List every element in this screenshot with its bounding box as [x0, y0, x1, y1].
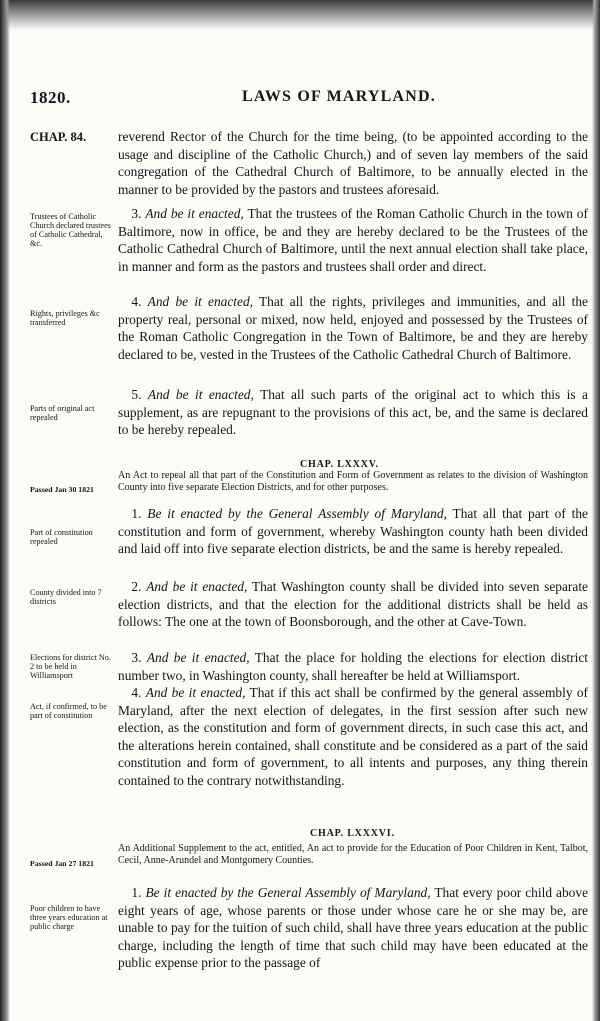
enacting-clause: And be it enacted, — [146, 579, 248, 594]
enacting-clause: And be it enacted, — [145, 685, 246, 700]
section-text — [118, 205, 588, 275]
act-title — [118, 470, 588, 494]
chap84-continuation — [118, 128, 588, 198]
section-1 — [118, 505, 588, 558]
scan-edge-top — [0, 0, 600, 30]
enacting-clause: And be it enacted, — [145, 206, 244, 221]
section-number: 2. — [131, 579, 142, 594]
margin-note: Act, if confirmed, to be part of constitution — [30, 702, 107, 720]
section-number: 4. — [131, 685, 142, 700]
paragraph: reverend Rector of the Church for the time being, (to be appointed according to the usage and discipline of the Catholic Church,) and of seven lay members of the said congregation of the Cathedral Church of Baltimore, to be annually elected in the manner to be provided by the pastors and trustees aforesaid. — [118, 129, 588, 197]
margin-note: Poor children to have three years education at public charge — [30, 904, 108, 931]
act-title-text: An Additional Supplement to the act, entitled, An act to provide for the Education of Poor Children in Kent, Talbot, Cecil, Anne-Arundel and Montgomery Counties. — [118, 843, 588, 867]
section-number: 5. — [131, 387, 142, 402]
section-text — [118, 684, 588, 790]
margin-note: County divided into 7 districts — [30, 588, 102, 606]
section-body: That Washington county shall be divided into seven separate election districts, and that the election for the additional districts shall be held as follows: The one at the town of Boonsborough, and the other at Cave-Town. — [118, 579, 588, 630]
section-2 — [118, 578, 588, 631]
section-5 — [118, 386, 588, 439]
act-title-text: An Act to repeal all that part of the Constitution and Form of Government as relates to the division of Washington County into five separate Election Districts, and for other purposes. — [118, 470, 588, 494]
chapter-heading: CHAP. LXXXVI. — [310, 828, 395, 839]
section-3 — [118, 649, 588, 684]
section-body: That all the rights, privileges and immunities, and all the property real, personal or mixed, now held, enjoyed and possessed by the Trustees of the Roman Catholic Congregation in the Town of Baltimore, be and they are hereby declared to be, vested in the Trustees of the Catholic Cathedral Church of Baltimore. — [118, 294, 588, 362]
chapter-heading: CHAP. LXXXV. — [300, 459, 379, 470]
section-body: That every poor child above eight years of age, whose parents or those under whose care he or she may be, are unable to pay for the tuition of such child, shall have three years education at the public charge, including the length of time that such child may have been educated at the public expense prior to the passage of — [118, 885, 589, 971]
running-title: LAWS OF MARYLAND. — [242, 88, 436, 105]
section-body: That all such parts of the original act to which this is a supplement, as are repugnant to the provisions of this act, be, and the same is declared to be hereby repealed. — [118, 387, 588, 438]
section-body: That all that part of the constitution and form of government, whereby Washington county hath been divided and laid off into five separate election districts, be and the same is hereby repealed. — [118, 506, 589, 557]
act-title — [118, 843, 588, 867]
margin-note: Parts of original act repealed — [30, 404, 95, 422]
enacting-clause: And be it enacted, — [146, 650, 250, 665]
chapter-margin-label: CHAP. 84. — [30, 130, 87, 144]
section-text — [118, 884, 588, 972]
margin-note: Part of constitution repealed — [30, 528, 93, 546]
enacting-clause: And be it enacted, — [147, 387, 254, 402]
section-body: That if this act shall be confirmed by the general assembly of Maryland, after the next election of delegates, in the first session after such new election, as the constitution and form of government directs, in such case this act, and the alterations herein contained, shall constitute and be considered as a part of the said constitution and form of government, to all intents and purposes, any thing therein contained to the contrary notwithstanding. — [118, 685, 589, 788]
section-body: That the place for holding the elections for election district number two, in Washington county, shall hereafter be held at Williamsport. — [118, 650, 588, 683]
section-3 — [118, 205, 588, 275]
section-number: 4. — [131, 294, 142, 309]
section-text — [118, 293, 588, 363]
section-text — [118, 505, 588, 558]
section-number: 3. — [131, 206, 142, 221]
section-number: 1. — [131, 885, 142, 900]
section-text — [118, 386, 588, 439]
section-1 — [118, 884, 588, 972]
passed-date: Passed Jan 30 1821 — [30, 485, 94, 494]
margin-note: Elections for district No. 2 to be held in Williamsport — [30, 653, 111, 680]
scan-edge-right — [592, 0, 600, 1021]
section-number: 3. — [131, 650, 142, 665]
section-number: 1. — [131, 506, 142, 521]
margin-note: Trustees of Catholic Church declared trustees of Catholic Cathedral, &c. — [30, 212, 111, 248]
scan-edge-left — [0, 0, 10, 1021]
page-number: 1820. — [30, 88, 71, 107]
section-text — [118, 578, 588, 631]
section-text — [118, 649, 588, 684]
passed-date: Passed Jan 27 1821 — [30, 859, 94, 868]
section-4 — [118, 684, 588, 790]
enacting-clause: Be it enacted by the General Assembly of Maryland, — [147, 506, 447, 521]
enacting-clause: And be it enacted, — [147, 294, 253, 309]
section-4 — [118, 293, 588, 363]
section-body: That the trustees of the Roman Catholic Church in the town of Baltimore, now in office, be and they are hereby declared to be the Trustees of the Catholic Cathedral Church of Baltimore, until the next annual election shall take place, in manner and form as the pastors and trustees shall order and direct. — [118, 206, 588, 274]
enacting-clause: Be it enacted by the General Assembly of Maryland, — [145, 885, 431, 900]
page-header — [30, 88, 585, 116]
margin-note: Rights, privileges &c transferred — [30, 309, 100, 327]
